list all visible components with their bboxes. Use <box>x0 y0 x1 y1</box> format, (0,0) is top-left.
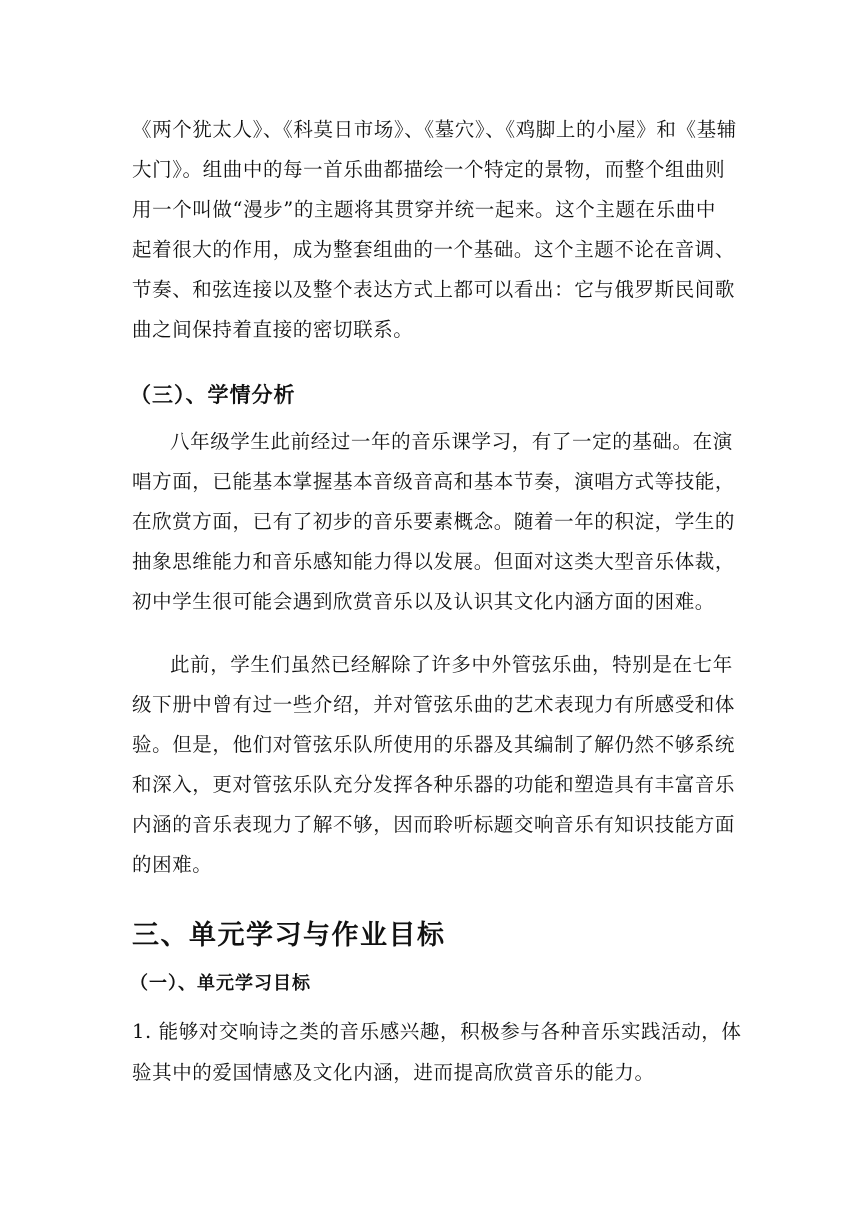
analysis-line: 在欣赏方面，已有了初步的音乐要素概念。随着一年的积淀，学生的 <box>132 510 736 533</box>
analysis-line: 抽象思维能力和音乐感知能力得以发展。但面对这类大型音乐体裁， <box>132 550 736 573</box>
analysis-line: 级下册中曾有过一些介绍，并对管弦乐曲的艺术表现力有所感受和体 <box>132 693 736 716</box>
analysis-line: 和深入，更对管弦乐队充分发挥各种乐器的功能和塑造具有丰富音乐 <box>132 773 736 796</box>
analysis-line: 唱方面，已能基本掌握基本音级音高和基本节奏，演唱方式等技能， <box>132 470 736 493</box>
goal-item-line: 验其中的爱国情感及文化内涵，进而提高欣赏音乐的能力。 <box>132 1061 655 1084</box>
analysis-line: 内涵的音乐表现力了解不够，因而聆听标题交响音乐有知识技能方面 <box>132 813 736 836</box>
intro-line: 用一个叫做“漫步”的主题将其贯穿并统一起来。这个主题在乐曲中 <box>132 198 716 221</box>
analysis-line: 此前，学生们虽然已经解除了许多中外管弦乐曲，特别是在七年 <box>170 653 733 676</box>
subheading-unit-learning-goals: （一）、单元学习目标 <box>130 973 311 994</box>
intro-line: 《两个犹太人》、《科莫日市场》、《墓穴》、《鸡脚上的小屋》和《基辅 <box>132 118 737 141</box>
analysis-line: 验。但是，他们对管弦乐队所使用的乐器及其编制了解仍然不够系统 <box>132 733 736 756</box>
analysis-line: 初中学生很可能会遇到欣赏音乐以及认识其文化内涵方面的困难。 <box>132 590 715 613</box>
intro-line: 节奏、和弦连接以及整个表达方式上都可以看出：它与俄罗斯民间歌 <box>132 278 736 301</box>
intro-line: 大门》。组曲中的每一首乐曲都描绘一个特定的景物，而整个组曲则 <box>132 158 726 181</box>
section-heading-learning-analysis: （三）、学情分析 <box>130 383 296 407</box>
goal-item-line: 1. 能够对交响诗之类的音乐感兴趣，积极参与各种音乐实践活动，体 <box>132 1020 742 1043</box>
intro-line: 曲之间保持着直接的密切联系。 <box>132 318 414 341</box>
intro-line: 起着很大的作用，成为整套组曲的一个基础。这个主题不论在音调、 <box>132 238 736 261</box>
section-heading-unit-goals: 三、单元学习与作业目标 <box>132 920 446 951</box>
analysis-line: 八年级学生此前经过一年的音乐课学习，有了一定的基础。在演 <box>170 430 733 453</box>
analysis-line: 的困难。 <box>132 853 213 876</box>
